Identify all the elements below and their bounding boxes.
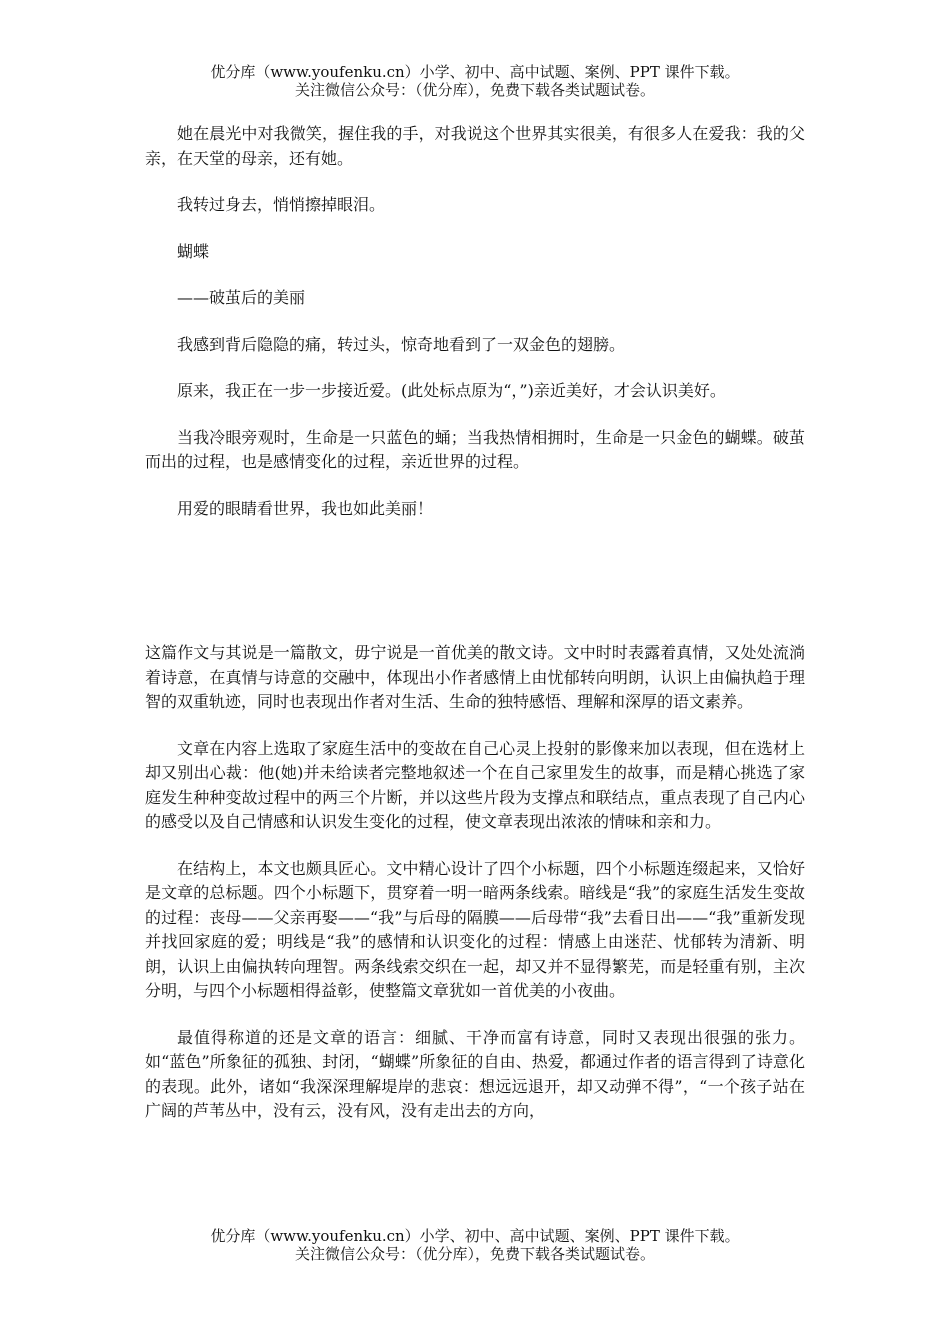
header-line-2: 关注微信公众号：（优分库），免费下载各类试题试卷。 [294,81,655,99]
story-paragraph: 用爱的眼睛看世界，我也如此美丽！ [177,498,434,518]
footer-line-2: 关注微信公众号：（优分库），免费下载各类试题试卷。 [294,1245,655,1263]
page-footer [0,1227,950,1263]
section-title: 蝴蝶 [177,241,210,261]
commentary-paragraph: 在结构上，本文也颇具匠心。文中精心设计了四个小标题，四个小标题连缀起来，又恰好是文章的总标题。四个小标题下，贯穿着一明一暗两条线索。暗线是“我”的家庭生活发生变故的过程：丧母——父亲再娶——“我”与后母的隔膜——后母带“我”去看日出——“我”重新发现并找回家庭的爱；明线是“我”的感情和认识变化的过程：情感上由迷茫、忧郁转为清新、明朗，认识上由偏执转向理智。两条线索交织在一起，却又并不显得繁芜，而是轻重有别，主次分明，与四个小标题相得益彰，使整篇文章犹如一首优美的小夜曲。 [145,858,805,1000]
commentary-paragraph: 最值得称道的还是文章的语言：细腻、干净而富有诗意，同时又表现出很强的张力。如“蓝色”所象征的孤独、封闭，“蝴蝶”所象征的自由、热爱，都通过作者的语言得到了诗意化的表现。此外，诸如“我深深理解堤岸的悲哀：想远远退开，却又动弹不得”，“一个孩子站在广阔的芦苇丛中，没有云，没有风，没有走出去的方向， [145,1027,805,1120]
story-paragraph: 她在晨光中对我微笑，握住我的手，对我说这个世界其实很美，有很多人在爱我：我的父亲，在天堂的母亲，还有她。 [145,124,805,168]
document-body [145,122,805,1146]
story-paragraph: 我转过身去，悄悄擦掉眼泪。 [177,195,386,214]
story-paragraph: 原来，我正在一步一步接近爱。(此处标点原为“，”)亲近美好，才会认识美好。 [177,381,726,400]
story-paragraph: 当我冷眼旁观时，生命是一只蓝色的蛹；当我热情相拥时，生命是一只金色的蝴蝶。破茧而出的过程，也是感情变化的过程，亲近世界的过程。 [145,427,805,471]
page-header [0,63,950,99]
section-subtitle: ——破茧后的美丽 [177,288,306,307]
story-paragraph: 我感到背后隐隐的痛，转过头，惊奇地看到了一双金色的翅膀。 [177,334,626,354]
header-line-1: 优分库（www.youfenku.cn）小学、初中、高中试题、案例、PPT 课件下载。 [210,63,740,81]
blank-space [145,543,805,641]
commentary-paragraph: 这篇作文与其说是一篇散文，毋宁说是一首优美的散文诗。文中时时表露着真情，又处处流淌着诗意，在真情与诗意的交融中，体现出小作者感情上由忧郁转向明朗，认识上由偏执趋于理智的双重轨迹，同时也表现出作者对生活、生命的独特感悟、理解和深厚的语文素养。 [145,643,805,711]
footer-line-1: 优分库（www.youfenku.cn）小学、初中、高中试题、案例、PPT 课件下载。 [210,1227,740,1245]
commentary-paragraph: 文章在内容上选取了家庭生活中的变故在自己心灵上投射的影像来加以表现，但在选材上却又别出心裁：他(她)并未给读者完整地叙述一个在自己家里发生的故事，而是精心挑选了家庭发生种种变故过程中的两三个片断，并以这些片段为支撑点和联结点，重点表现了自己内心的感受以及自己情感和认识发生变化的过程，使文章表现出浓浓的情味和亲和力。 [145,738,805,831]
